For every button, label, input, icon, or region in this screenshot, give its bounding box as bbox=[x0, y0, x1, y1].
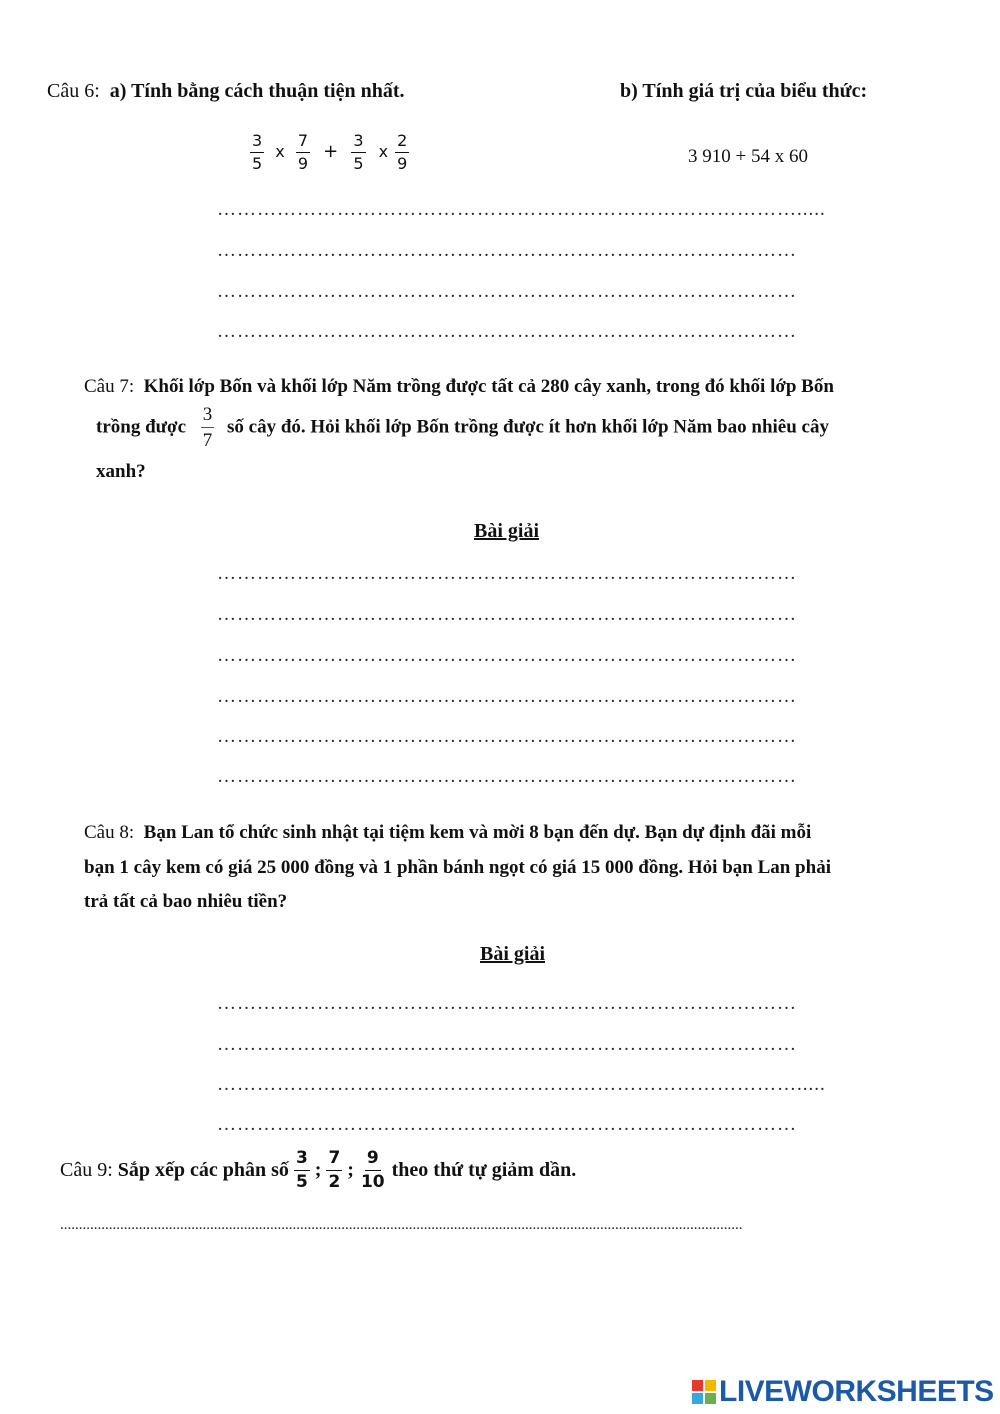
answer-line[interactable]: …………………………………………………………………………… bbox=[217, 321, 797, 342]
q6-heading bbox=[47, 80, 405, 103]
fraction-2-9: $\frac{2}{9}$ bbox=[397, 131, 408, 173]
q6-part-b: b) Tính giá trị của biểu thức: bbox=[620, 80, 868, 102]
answer-line[interactable]: …………………………………………………………………………… bbox=[217, 993, 797, 1014]
fraction-7-9: $\frac{7}{9}$ bbox=[297, 131, 309, 173]
answer-line[interactable]: …………………………………………………………………………… bbox=[217, 766, 797, 787]
fraction-3-5: $\frac{3}{5}$ bbox=[252, 131, 263, 173]
q8-label: Câu 8: bbox=[84, 822, 135, 843]
q8-solution-heading: Bài giải bbox=[480, 943, 546, 965]
times-sign: x bbox=[275, 142, 285, 161]
q7-line3: xanh? bbox=[96, 461, 146, 482]
times-sign-2: x bbox=[378, 142, 389, 161]
q9-label: Câu 9: bbox=[60, 1159, 113, 1181]
q6-label: Câu 6: bbox=[47, 80, 100, 102]
q6-part-a: a) Tính bằng cách thuận tiện nhất. bbox=[109, 80, 405, 102]
logo-text: LIVEWORKSHEETS bbox=[719, 1375, 994, 1409]
liveworksheets-logo bbox=[692, 1374, 994, 1409]
logo-squares-icon bbox=[692, 1380, 716, 1404]
answer-line[interactable]: …………………………………………………………………………… bbox=[217, 1034, 797, 1055]
fraction-7-2: $\frac{7}{2}$ bbox=[328, 1148, 341, 1192]
fraction-9-10: $\frac{9}{10}$ bbox=[360, 1148, 385, 1192]
q6-expression-a bbox=[250, 133, 409, 172]
q8-line1: Câu 8: Bạn Lan tổ chức sinh nhật tại tiệm kem và mời 8 bạn đến dự. Bạn dự định đãi mỗi bbox=[84, 822, 812, 843]
q7-label: Câu 7: bbox=[84, 376, 135, 397]
answer-line[interactable]: …………………………………………………………………………… bbox=[217, 563, 797, 584]
fraction-3-5-q9: $\frac{3}{5}$ bbox=[295, 1148, 308, 1192]
answer-line[interactable]: …………………………………………………………………………… bbox=[217, 240, 797, 261]
answer-line[interactable]: …………………………………………………………………………… bbox=[217, 645, 797, 666]
q8-line3: trả tất cả bao nhiêu tiền? bbox=[84, 891, 288, 912]
answer-line[interactable]: ……………………………………………………………………………..... bbox=[217, 1074, 826, 1095]
q9-answer-line[interactable]: ...................................................................................................................................................................................... bbox=[60, 1217, 743, 1233]
answer-line[interactable]: …………………………………………………………………………… bbox=[217, 686, 797, 707]
answer-line[interactable]: …………………………………………………………………………… bbox=[217, 1114, 797, 1135]
answer-line[interactable]: …………………………………………………………………………… bbox=[217, 604, 797, 625]
q8-line2: bạn 1 cây kem có giá 25 000 đồng và 1 phần bánh ngọt có giá 15 000 đồng. Hỏi bạn Lan phải bbox=[84, 857, 831, 878]
q7-solution-heading: Bài giải bbox=[474, 520, 540, 542]
fraction-3-5-b: $\frac{3}{5}$ bbox=[353, 131, 364, 173]
answer-line[interactable]: …………………………………………………………………………… bbox=[217, 281, 797, 302]
answer-line[interactable]: …………………………………………………………………………… bbox=[217, 726, 797, 747]
q9-line: Câu 9: Sắp xếp các phân số $\frac{3}{5}$ ; $\frac{7}{2}$ ; $\frac{9}{10}$ theo thứ tự giảm dần. bbox=[60, 1148, 577, 1192]
plus-sign: + bbox=[323, 141, 339, 162]
q7-line2: trồng được $\frac{3}{7}$ số cây đó. Hỏi khối lớp Bốn trồng được ít hơn khối lớp Năm bao nhiêu cây bbox=[96, 404, 829, 451]
fraction-3-7: $\frac{3}{7}$ bbox=[202, 404, 213, 451]
q6-expression-b: 3 910 + 54 x 60 bbox=[688, 146, 808, 167]
answer-line[interactable]: ……………………………………………………………………………..... bbox=[217, 199, 826, 220]
q7-line1: Câu 7: Khối lớp Bốn và khối lớp Năm trồng được tất cả 280 cây xanh, trong đó khối lớp Bốn bbox=[84, 376, 834, 397]
